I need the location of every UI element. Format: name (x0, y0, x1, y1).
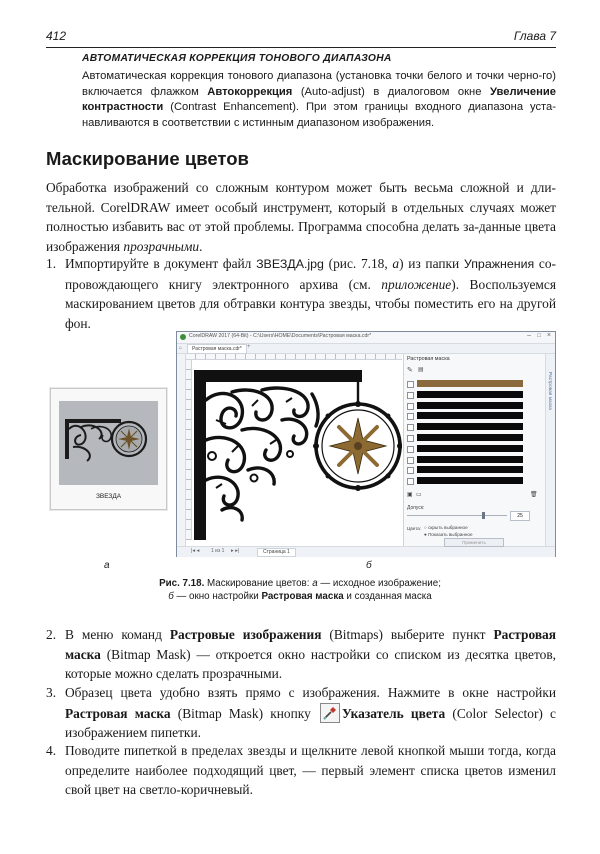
new-tab-icon[interactable]: + (247, 344, 251, 350)
swatch-color (417, 477, 523, 484)
document-tab[interactable]: Растровая маска.cdr* (187, 344, 247, 354)
step-1: 1. Импортируйте в документ файл ЗВЕЗДА.jpg (рис. 7.18, а) из папки Упражнения со-провождающего книгу электронного архива (см. приложение). Воспользуемся маскированием цветов для обтравки контура звезды, чтобы поместить его на другой фон. (46, 256, 557, 331)
swatch-color (417, 380, 523, 387)
home-icon[interactable]: ⌂ (179, 345, 183, 351)
page-count: 1 из 1 (211, 548, 225, 554)
coreldraw-logo-icon (180, 334, 186, 340)
tolerance-slider-handle[interactable] (482, 512, 485, 519)
menu-bitmaps: Растровые изображения (169, 627, 322, 642)
open-mask-icon[interactable]: ▭ (416, 492, 422, 498)
swatch-color (417, 423, 523, 430)
swatch-color (417, 391, 523, 398)
docker-side-tab-label: Растровая маска (547, 372, 552, 410)
swatch-color (417, 466, 523, 473)
note-title: АВТОМАТИЧЕСКАЯ КОРРЕКЦИЯ ТОНОВОГО ДИАПАЗОНА (82, 53, 392, 64)
figure-caption: Рис. 7.18. Маскирование цветов: а — исходное изображение; б — окно настройки Растровая маска и созданная маска (159, 578, 441, 602)
swatch-color (417, 445, 523, 452)
swatch-checkbox[interactable] (407, 446, 414, 453)
swatch-checkbox[interactable] (407, 457, 414, 464)
color-swatch-row[interactable] (407, 465, 539, 474)
step-2: 2. В меню команд Растровые изображения (Bitmaps) выберите пункт Растровая маска (Bitmap Mask) — откроется окно настройки со списком из десятка цветов, которые можно сделать прозрачными. (46, 627, 556, 681)
swatch-checkbox[interactable] (407, 381, 414, 388)
color-swatch-list[interactable] (407, 379, 539, 489)
photo-label: ЗВЕЗДА (95, 493, 122, 500)
chapter-title: Глава 7 (513, 29, 556, 43)
color-swatch-row[interactable] (407, 433, 539, 442)
swatch-checkbox[interactable] (407, 413, 414, 420)
show-selected-radio[interactable]: ● Показать выбранное (424, 532, 473, 537)
page-number: 412 (46, 29, 67, 43)
source-photo (50, 388, 167, 510)
tolerance-input[interactable]: 25 (510, 511, 530, 521)
tolerance-label: Допуск: (407, 505, 425, 511)
delete-mask-icon[interactable]: 🗑 (530, 492, 538, 498)
eyedropper-icon[interactable]: ✎ (407, 367, 413, 374)
minimize-button[interactable]: – (527, 332, 531, 339)
file-name: ЗВЕЗДА.jpg (256, 257, 324, 271)
coreldraw-window-screenshot (176, 331, 556, 557)
step-3: 3. Образец цвета удобно взять прямо с изображения. Нажмите в окне настройки Растровая маска (Bitmap Mask) кнопку Указатель цвета (Color Selector) с изображением пипетки. (46, 685, 556, 740)
swatch-checkbox[interactable] (407, 424, 414, 431)
swatch-color (417, 402, 523, 409)
figure-label-a: а (104, 560, 110, 571)
swatch-checkbox[interactable] (407, 467, 414, 474)
color-swatch-row[interactable] (407, 455, 539, 464)
document-tab-bar (177, 344, 555, 354)
header-rule (46, 47, 556, 48)
step-number: 2. (46, 627, 57, 642)
color-swatch-row[interactable] (407, 476, 539, 485)
appendix-link: приложение (381, 276, 452, 292)
docker-title: Растровая маска (407, 356, 450, 362)
swatch-color (417, 456, 523, 463)
photo-illustration (51, 389, 166, 509)
docker-side-tab[interactable] (545, 354, 555, 546)
step-number: 4. (46, 743, 57, 758)
canvas-masked-image[interactable] (192, 360, 402, 540)
color-swatch-row[interactable] (407, 422, 539, 431)
apply-button[interactable]: Применить (444, 538, 504, 547)
step-4: 4. Поводите пипеткой в пределах звезды и щелкните левой кнопкой мыши тогда, когда определите наиболее подходящий цвет, — первый элемент списка цветов изменил свой цвет на светло-коричневый. (46, 743, 556, 797)
swatch-checkbox[interactable] (407, 478, 414, 485)
color-swatch-row[interactable] (407, 401, 539, 410)
page-tab[interactable]: Страница 1 (257, 548, 296, 557)
page-navigation-arrows[interactable]: |◂ ◂ (191, 548, 200, 554)
bitmap-mask-docker (403, 354, 545, 546)
color-swatch-row[interactable] (407, 390, 539, 399)
color-swatch-row[interactable] (407, 444, 539, 453)
page-navigation-forward[interactable]: ▸ ▸| (231, 548, 240, 554)
swatch-checkbox[interactable] (407, 392, 414, 399)
save-mask-icon[interactable]: ▣ (407, 492, 413, 498)
maximize-button[interactable]: □ (537, 333, 541, 339)
figure-label-b: б (366, 560, 372, 571)
color-picker-icon[interactable]: ▤ (418, 367, 424, 373)
step-number: 1. (46, 256, 57, 271)
status-bar (177, 546, 555, 557)
swatch-checkbox[interactable] (407, 435, 414, 442)
folder-name: Упражнения (463, 257, 535, 271)
section-title: Маскирование цветов (46, 148, 249, 169)
swatch-color (417, 434, 523, 441)
step-number: 3. (46, 685, 57, 700)
note-body: Автоматическая коррекция тонового диапазона (установка точки белого и точки черно-го) включается флажком Автокоррекция (Auto-adjust) в диалоговом окне Увеличение контрастности (Contrast Enhancement). При этом границы входного диапазона уста-навливаются в соответствии с истинным диапазоном изображения. (82, 70, 556, 129)
menu-item-bitmap-mask: Растровая маска (65, 627, 556, 662)
intro-paragraph: Обработка изображений со сложным контуром может быть весьма сложной и дли-тельной. CorelDRAW имеет особый инструмент, который в отдельных случаях может полностью избавить вас от этой проблемы. Программа способна делать за-данные цвета изображения прозрачными. (46, 180, 556, 254)
color-swatch-row[interactable] (407, 411, 539, 420)
close-button[interactable]: × (546, 332, 551, 339)
window-title: CorelDRAW 2017 (64-Bit) - C:\Users\HOME\Documents\Растровая маска.cdr* (189, 333, 372, 339)
color-selector-eyedropper-icon (320, 703, 340, 723)
tolerance-slider-track[interactable] (407, 515, 507, 516)
hide-selected-radio[interactable]: ○ скрыть выбранное (424, 525, 468, 530)
color-swatch-row[interactable] (407, 379, 539, 388)
swatch-checkbox[interactable] (407, 403, 414, 410)
colors-label: Цвета: (407, 526, 422, 531)
swatch-color (417, 412, 523, 419)
window-title-bar (177, 332, 555, 344)
toolbox (177, 354, 186, 546)
